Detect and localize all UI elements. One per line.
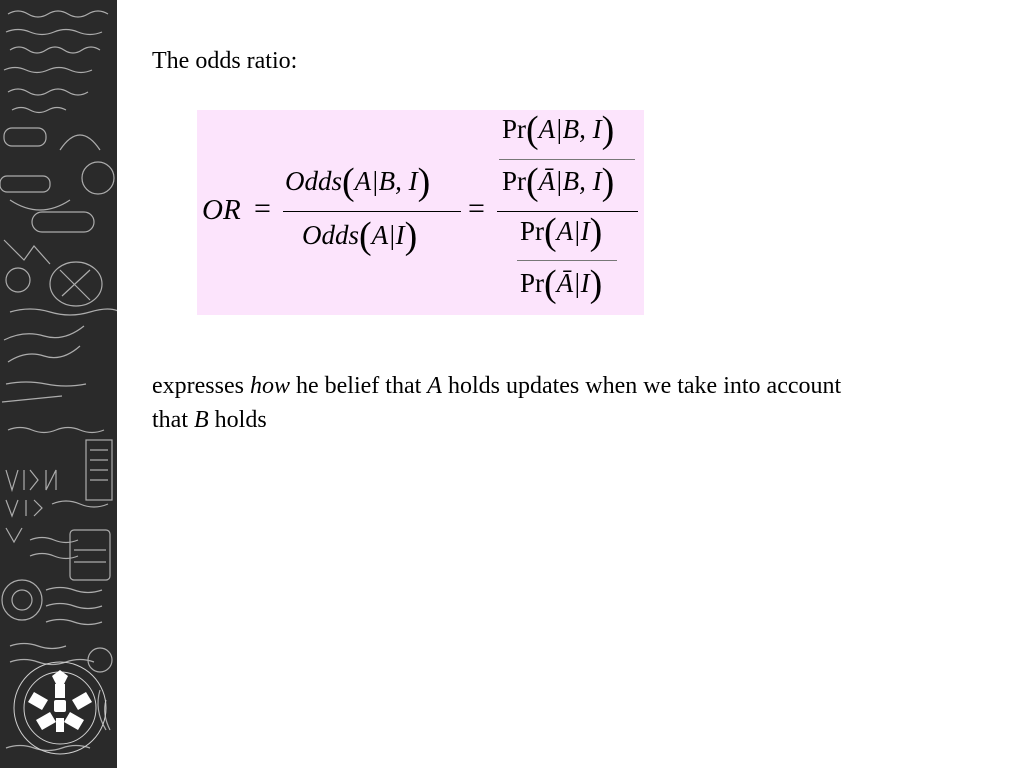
pr-args-1: A|B, I — [538, 114, 602, 144]
body-text-1: expresses — [152, 373, 250, 399]
pr-op-2: Pr — [502, 166, 527, 196]
odds-op: Odds — [285, 166, 343, 196]
pr-inner-bar-2 — [517, 260, 617, 261]
university-logo — [14, 662, 106, 754]
pr-args-3: A|I — [556, 216, 590, 246]
chalk-doodles — [0, 0, 117, 768]
chalkboard-sidebar — [0, 0, 117, 768]
body-em-a: A — [427, 373, 442, 399]
odds-fraction-bar — [283, 211, 461, 212]
body-text-2: he belief that — [289, 373, 428, 399]
pr-args-4: Ā|I — [556, 268, 590, 298]
body-text-5: holds — [208, 407, 267, 433]
pr-args-2: Ā|B, I — [538, 166, 602, 196]
pr-op-4: Pr — [520, 268, 545, 298]
pr-den-den: Pr(Ā|I) — [520, 263, 603, 305]
odds-num-args: A|B, I — [354, 166, 418, 196]
pr-num-num: Pr(A|B, I) — [502, 109, 615, 151]
slide-title: The odds ratio: — [152, 48, 298, 74]
odds-denominator: Odds(A|I) — [302, 215, 418, 257]
odds-ratio-formula — [197, 110, 644, 315]
pr-num-den: Pr(Ā|B, I) — [502, 161, 615, 203]
odds-den-op: Odds — [302, 220, 360, 250]
pr-op-1: Pr — [502, 114, 527, 144]
body-em-how: how — [249, 373, 290, 399]
body-paragraph — [152, 369, 992, 437]
body-text-3: holds updates when we take into account — [441, 373, 842, 399]
pr-op-3: Pr — [520, 216, 545, 246]
odds-den-args: A|I — [371, 220, 405, 250]
odds-numerator: Odds(A|B, I) — [285, 161, 431, 203]
body-em-b: B — [194, 407, 209, 433]
formula-equals-1: = — [254, 192, 271, 225]
formula-lhs: OR — [202, 194, 241, 226]
body-text-4: that — [152, 407, 194, 433]
formula-equals-2: = — [468, 192, 485, 225]
pr-den-num: Pr(A|I) — [520, 211, 603, 253]
